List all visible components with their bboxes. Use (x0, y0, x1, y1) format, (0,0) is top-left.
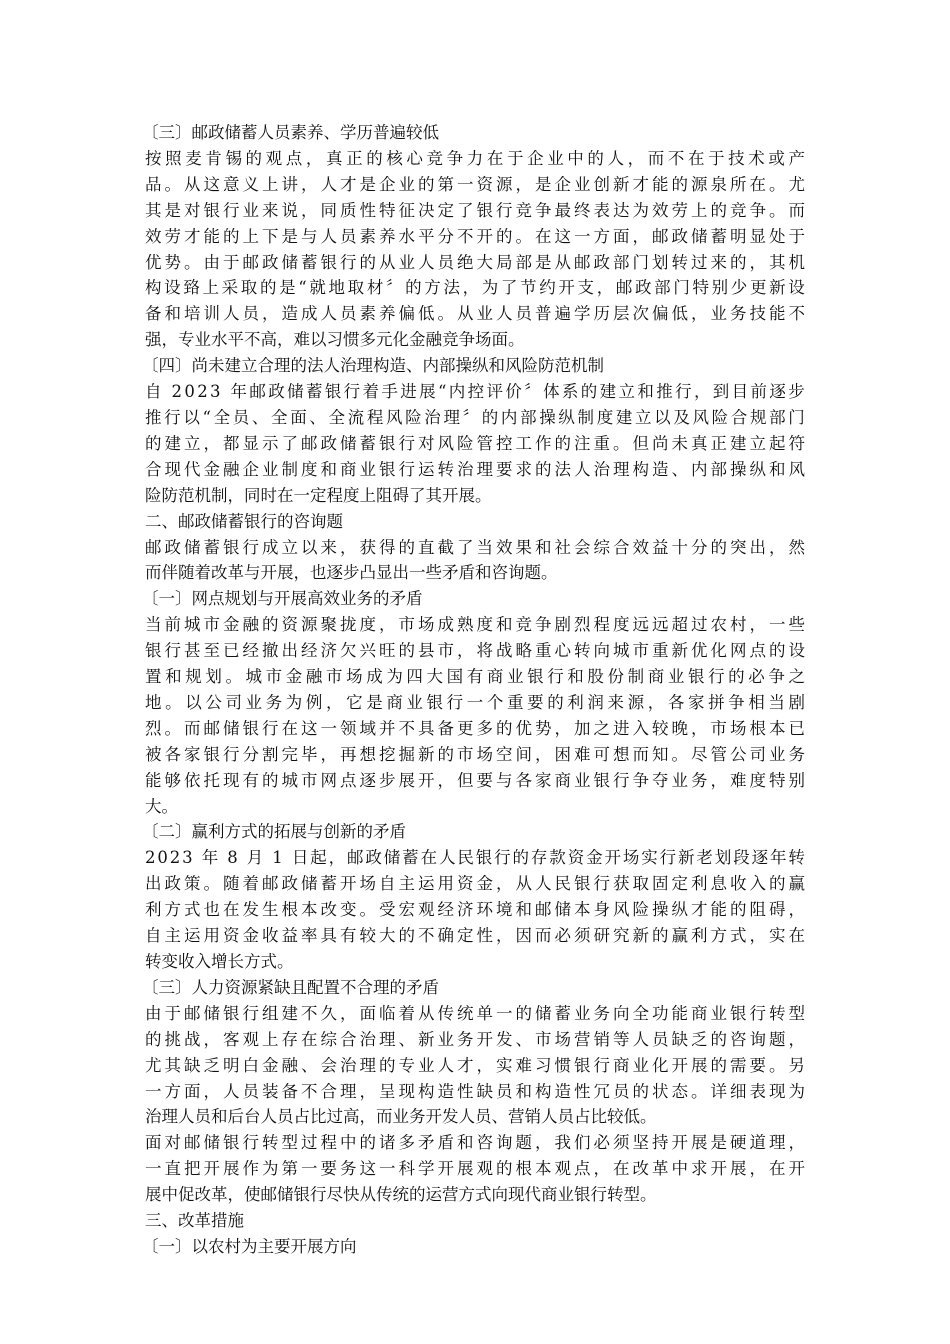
text-line: 自 2 0 2 3 年 邮 政 储 蓄 银 行 着 手 进 展 “ 内 控 评 价 〞 体 系 的 建 立 和 推 行 ， 到 目 前 逐 步 (145, 382, 805, 402)
text-line: 出 政 策 。 随 着 邮 政 储 蓄 开 场 自 主 运 用 资 金 ， 从 人 民 银 行 获 取 固 定 利 息 收 入 的 赢 (145, 874, 805, 894)
text-line: 银 行 甚 至 已 经 撤 出 经 济 欠 兴 旺 的 县 市 ， 将 战 略 重 心 转 向 城 市 重 新 优 化 网 点 的 设 (145, 641, 805, 661)
text-line: 一 方 面 ， 人 员 装 备 不 合 理 ， 呈 现 构 造 性 缺 员 和 构 造 性 冗 员 的 状 态 。 详 细 表 现 为 (145, 1081, 805, 1101)
text-line: 其 是 对 银 行 业 来 说 ， 同 质 性 特 征 决 定 了 银 行 竞 争 最 终 表 达 为 效 劳 上 的 竞 争 。 而 (145, 200, 805, 220)
document-page (142, 120, 805, 1260)
text-line: 治理人员和后台人员占比过高，而业务开发人员、营销人员占比较低。 (145, 1107, 657, 1127)
section-heading-line: 〔一〕以农村为主要开展方向 (142, 1236, 357, 1256)
section-heading-line: 〔一〕网点规划与开展高效业务的矛盾 (142, 589, 423, 609)
text-line: 烈 。 而 邮 储 银 行 在 这 一 领 域 并 不 具 备 更 多 的 优 势 ， 加 之 进 入 较 晚 ， 市 场 根 本 已 (145, 718, 805, 738)
text-line: 而伴随着改革与开展，也逐步凸显出一些矛盾和咨询题。 (145, 563, 558, 583)
section-heading-line: 〔四〕尚未建立合理的法人治理构造、内部操纵和风险防范机制 (142, 356, 604, 376)
text-line: 品 。 从 这 意 义 上 讲 ， 人 才 是 企 业 的 第 一 资 源 ， 是 企 业 创 新 才 能 的 源 泉 所 在 。 尤 (145, 174, 805, 194)
section-heading-line: 〔三〕人力资源紧缺且配置不合理的矛盾 (142, 977, 439, 997)
text-line: 推 行 以 “ 全 员 、 全 面 、 全 流 程 风 险 治 理 〞 的 内 部 操 纵 制 度 建 立 以 及 风 险 合 规 部 门 (145, 407, 805, 427)
text-line: 强，专业水平不高，难以习惯多元化金融竞争场面。 (145, 330, 525, 350)
text-line: 自 主 运 用 资 金 收 益 率 具 有 较 大 的 不 确 定 性 ， 因 而 必 须 研 究 新 的 赢 利 方 式 ， 实 在 (145, 926, 805, 946)
text-line: 二、邮政储蓄银行的咨询题 (145, 511, 343, 531)
text-line: 优 势 。 由 于 邮 政 储 蓄 银 行 的 从 业 人 员 绝 大 局 部 是 从 邮 政 部 门 划 转 过 来 的 ， 其 机 (145, 252, 805, 272)
text-line: 按 照 麦 肯 锡 的 观 点 ， 真 正 的 核 心 竞 争 力 在 于 企 业 中 的 人 ， 而 不 在 于 技 术 或 产 (145, 148, 805, 168)
text-line: 的 挑 战 ， 客 观 上 存 在 综 合 治 理 、 新 业 务 开 发 、 市 场 营 销 等 人 员 缺 乏 的 咨 询 题 ， (145, 1029, 805, 1049)
text-line: 合 现 代 金 融 企 业 制 度 和 商 业 银 行 运 转 治 理 要 求 的 法 人 治 理 构 造 、 内 部 操 纵 和 风 (145, 459, 805, 479)
text-line: 地 。 以 公 司 业 务 为 例 ， 它 是 商 业 银 行 一 个 重 要 的 利 润 来 源 ， 各 家 拼 争 相 当 剧 (145, 692, 805, 712)
text-line: 被 各 家 银 行 分 割 完 毕 ， 再 想 挖 掘 新 的 市 场 空 间 ， 困 难 可 想 而 知 。 尽 管 公 司 业 务 (145, 744, 805, 764)
text-line: 大。 (145, 796, 178, 816)
text-line: 三、改革措施 (145, 1211, 244, 1231)
text-line: 当 前 城 市 金 融 的 资 源 聚 拢 度 ， 市 场 成 熟 度 和 竞 争 剧 烈 程 度 远 远 超 过 农 村 ， 一 些 (145, 615, 805, 635)
text-line: 的 建 立 ， 都 显 示 了 邮 政 储 蓄 银 行 对 风 险 管 控 工 作 的 注 重 。 但 尚 未 真 正 建 立 起 符 (145, 433, 805, 453)
section-heading-line: 〔三〕邮政储蓄人员素养、学历普遍较低 (142, 123, 439, 142)
section-heading-line: 〔二〕赢利方式的拓展与创新的矛盾 (142, 822, 406, 842)
text-line: 构 设 臵 上 采 取 的 是 “ 就 地 取 材 〞 的 方 法 ， 为 了 节 约 开 支 ， 邮 政 部 门 特 别 少 更 新 设 (145, 278, 805, 298)
text-line: 2 0 2 3 年 8 月 1 日 起 ， 邮 政 储 蓄 在 人 民 银 行 的 存 款 资 金 开 场 实 行 新 老 划 段 逐 年 转 (145, 848, 805, 868)
text-line: 备 和 培 训 人 员 ， 造 成 人 员 素 养 偏 低 。 从 业 人 员 普 遍 学 历 层 次 偏 低 ， 业 务 技 能 不 (145, 304, 805, 324)
text-line: 一 直 把 开 展 作 为 第 一 要 务 这 一 科 学 开 展 观 的 根 本 观 点 ， 在 改 革 中 求 开 展 ， 在 开 (145, 1159, 805, 1179)
text-line: 利 方 式 也 在 发 生 根 本 改 变 。 受 宏 观 经 济 环 境 和 邮 储 本 身 风 险 操 纵 才 能 的 阻 碍 ， (145, 900, 805, 920)
text-line: 转变收入增长方式。 (145, 952, 294, 971)
text-line: 效 劳 才 能 的 上 下 是 与 人 员 素 养 水 平 分 不 开 的 。 在 这 一 方 面 ， 邮 政 储 蓄 明 显 处 于 (145, 226, 805, 246)
text-line: 面 对 邮 储 银 行 转 型 过 程 中 的 诸 多 矛 盾 和 咨 询 题 ， 我 们 必 须 坚 持 开 展 是 硬 道 理 ， (145, 1133, 805, 1153)
text-line: 能 够 依 托 现 有 的 城 市 网 点 逐 步 展 开 ， 但 要 与 各 家 商 业 银 行 争 夺 业 务 ， 难 度 特 别 (145, 770, 805, 790)
text-line: 尤 其 缺 乏 明 白 金 融 、 会 治 理 的 专 业 人 才 ， 实 难 习 惯 银 行 商 业 化 开 展 的 需 要 。 另 (145, 1055, 805, 1075)
text-line: 邮 政 储 蓄 银 行 成 立 以 来 ， 获 得 的 直 截 了 当 效 果 和 社 会 综 合 效 益 十 分 的 突 出 ， 然 (145, 537, 805, 557)
text-line: 置 和 规 划 。 城 市 金 融 市 场 成 为 四 大 国 有 商 业 银 行 和 股 份 制 商 业 银 行 的 必 争 之 (145, 667, 805, 687)
text-line: 展中促改革，使邮储银行尽快从传统的运营方式向现代商业银行转型。 (145, 1185, 657, 1205)
text-line: 由 于 邮 储 银 行 组 建 不 久 ， 面 临 着 从 传 统 单 一 的 储 蓄 业 务 向 全 功 能 商 业 银 行 转 型 (145, 1003, 805, 1023)
text-line: 险防范机制，同时在一定程度上阻碍了其开展。 (145, 485, 492, 505)
